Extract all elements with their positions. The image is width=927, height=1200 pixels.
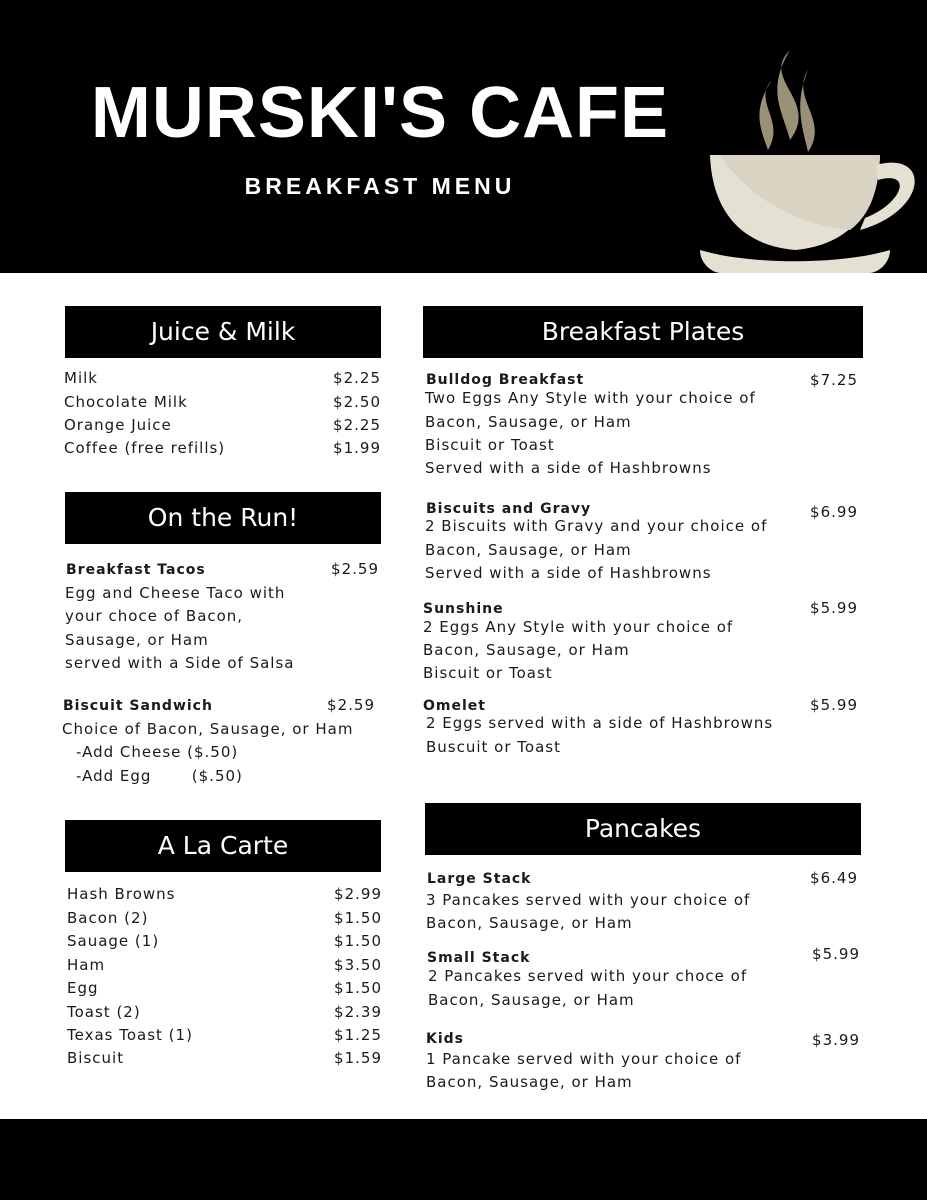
pancakes-header: Pancakes (425, 803, 861, 855)
item-name: Omelet (423, 698, 486, 714)
cup-saucer (700, 250, 890, 273)
item-price: $7.25 (810, 371, 858, 389)
item-price: $2.59 (327, 696, 375, 714)
item-description: 2 Biscuits with Gravy and your choice of (425, 517, 768, 535)
item-name: Ham (67, 956, 106, 974)
item-name: Coffee (free refills) (64, 439, 226, 457)
item-price: $1.99 (333, 439, 381, 457)
item-description: -Add Cheese ($.50) (76, 743, 239, 761)
item-name: Hash Browns (67, 885, 176, 903)
item-description: Sausage, or Ham (65, 631, 209, 649)
item-price: $1.50 (334, 979, 382, 997)
menu-item (64, 414, 381, 437)
menu-item (67, 930, 382, 953)
on-the-run-header: On the Run! (65, 492, 381, 544)
item-price: $2.50 (333, 393, 381, 411)
footer-banner (0, 1119, 927, 1200)
item-description: 2 Pancakes served with your choce of (428, 967, 748, 985)
coffee-cup-icon (690, 40, 927, 275)
item-price: $6.99 (810, 503, 858, 521)
item-name: Biscuit Sandwich (63, 698, 213, 714)
menu-item (64, 437, 381, 460)
item-price: $1.59 (334, 1049, 382, 1067)
menu-item (67, 977, 382, 1000)
item-price: $2.39 (334, 1003, 382, 1021)
item-name: Breakfast Tacos (66, 562, 206, 578)
item-price: $5.99 (810, 599, 858, 617)
item-description: Two Eggs Any Style with your choice of (425, 389, 756, 407)
steam-icon (759, 80, 773, 150)
menu-item (67, 883, 382, 906)
item-name: Biscuits and Gravy (426, 501, 592, 517)
item-description: Biscuit or Toast (423, 664, 553, 682)
breakfast-plates-header: Breakfast Plates (423, 306, 863, 358)
item-price: $6.49 (810, 869, 858, 887)
item-description: Egg and Cheese Taco with (65, 584, 286, 602)
item-name: Sauage (1) (67, 932, 160, 950)
item-name: Bacon (2) (67, 909, 149, 927)
item-description: Choice of Bacon, Sausage, or Ham (62, 720, 354, 738)
item-description: 3 Pancakes served with your choice of (426, 891, 751, 909)
item-description: Biscuit or Toast (425, 436, 555, 454)
cafe-title: MURSKI'S CAFE (90, 73, 670, 153)
a-la-carte-header: A La Carte (65, 820, 381, 872)
steam-icon (800, 70, 815, 152)
item-description: Bacon, Sausage, or Ham (426, 1073, 633, 1091)
item-name: Egg (67, 979, 99, 997)
menu-item (67, 907, 382, 930)
item-description: your choce of Bacon, (65, 607, 244, 625)
menu-item (67, 1024, 382, 1047)
item-price: $5.99 (812, 945, 860, 963)
juice-milk-header: Juice & Milk (65, 306, 381, 358)
item-name: Milk (64, 369, 98, 387)
menu-item (64, 391, 381, 414)
menu-subtitle: BREAKFAST MENU (244, 173, 516, 199)
item-name: Sunshine (423, 601, 504, 617)
item-description: Buscuit or Toast (426, 738, 561, 756)
item-price: $1.50 (334, 909, 382, 927)
item-description: served with a Side of Salsa (65, 654, 295, 672)
item-description: Served with a side of Hashbrowns (425, 459, 712, 477)
item-price: $1.50 (334, 932, 382, 950)
item-price: $2.25 (333, 416, 381, 434)
item-description: -Add Egg ($.50) (76, 767, 243, 785)
item-description: Bacon, Sausage, or Ham (426, 914, 633, 932)
item-description: Bacon, Sausage, or Ham (423, 641, 630, 659)
item-price: $2.99 (334, 885, 382, 903)
item-name: Bulldog Breakfast (426, 372, 585, 388)
item-price: $1.25 (334, 1026, 382, 1044)
item-name: Small Stack (427, 950, 531, 966)
item-description: Bacon, Sausage, or Ham (425, 541, 632, 559)
item-description: 2 Eggs served with a side of Hashbrowns (426, 714, 774, 732)
item-description: Served with a side of Hashbrowns (425, 564, 712, 582)
item-name: Chocolate Milk (64, 393, 188, 411)
item-price: $2.25 (333, 369, 381, 387)
steam-icon (777, 50, 798, 140)
item-price: $3.50 (334, 956, 382, 974)
item-price: $3.99 (812, 1031, 860, 1049)
item-name: Orange Juice (64, 416, 172, 434)
item-description: Bacon, Sausage, or Ham (428, 991, 635, 1009)
item-name: Texas Toast (1) (67, 1026, 193, 1044)
menu-item (67, 954, 382, 977)
menu-item (67, 1001, 382, 1024)
item-name: Biscuit (67, 1049, 125, 1067)
item-name: Toast (2) (67, 1003, 141, 1021)
item-name: Large Stack (427, 871, 532, 887)
item-name: Kids (426, 1031, 465, 1047)
menu-item (64, 367, 381, 390)
item-description: 1 Pancake served with your choice of (426, 1050, 742, 1068)
item-description: Bacon, Sausage, or Ham (425, 413, 632, 431)
item-price: $5.99 (810, 696, 858, 714)
item-description: 2 Eggs Any Style with your choice of (423, 618, 734, 636)
item-price: $2.59 (331, 560, 379, 578)
menu-item (67, 1047, 382, 1070)
